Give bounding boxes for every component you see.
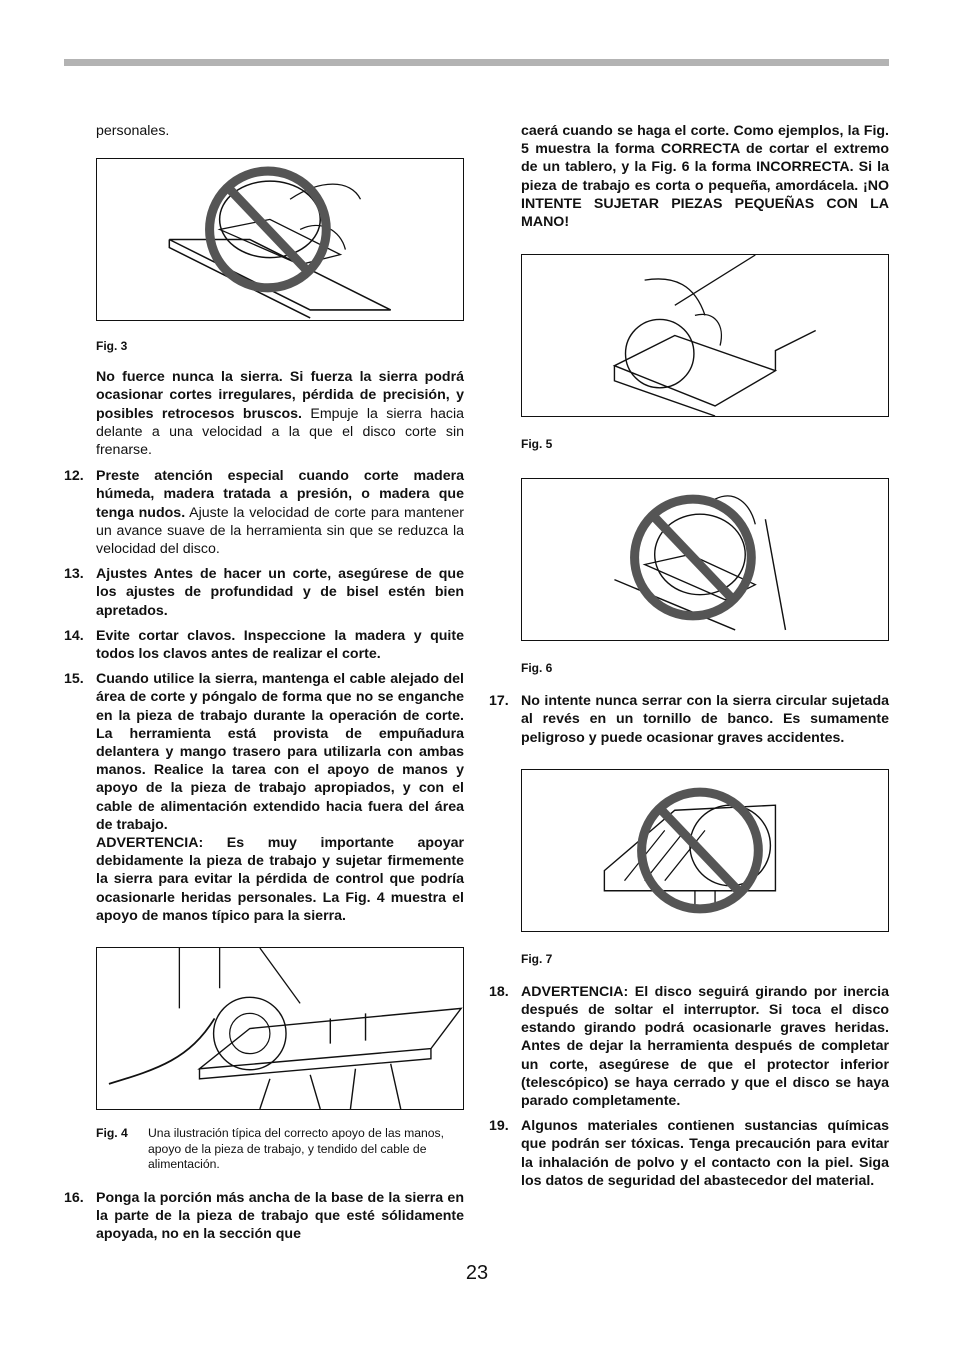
item-body: Algunos materiales contienen sustancias químicas que podrán ser tóxicas. Tenga precaución para evitar la inhalación de polvo y el contacto con la piel. Siga los datos de seguridad del abastecedor del material. [521, 1118, 889, 1189]
fig7-label: Fig. 7 [521, 951, 553, 966]
item-body: ADVERTENCIA: El disco seguirá girando por inercia después de soltar el interruptor. Si toca el disco estando girando podrá ocasionarle graves heridas. Antes de dejar la herramienta después de completar un corte, asegúrese de que el protector inferior (telescópico) se haya cerrado y que el disco se haya parado completamente. [521, 983, 889, 1110]
list-item-17 [489, 692, 889, 747]
item-body: Evite cortar clavos. Inspeccione la madera y quite todos los clavos antes de realizar el corte. [96, 627, 464, 663]
continued-text: personales. [96, 123, 170, 139]
force-paragraph [64, 368, 464, 459]
saw-incorrect-cut-illustration [522, 479, 888, 640]
force-rest: Empuje la sierra hacia delante a una velocidad a la que el disco corte sin frenarse. [96, 405, 464, 459]
item-number: 12. [64, 468, 84, 485]
figure-6 [521, 478, 889, 641]
fig5-label: Fig. 5 [521, 437, 553, 452]
item-number: 16. [64, 1189, 84, 1206]
saw-hand-support-illustration [97, 948, 463, 1109]
header-rule [64, 59, 889, 66]
fig6-label: Fig. 6 [521, 661, 553, 676]
item-rest: Ajuste la velocidad de corte para mantener un avance suave de la herramienta sin que se reduzca la velocidad del disco. [96, 504, 464, 558]
item-number: 19. [489, 1118, 509, 1135]
item-number: 15. [64, 671, 84, 688]
list-item-16 [64, 1189, 464, 1244]
item-number: 14. [64, 627, 84, 644]
figure-3 [96, 158, 464, 321]
list-item-15 [64, 670, 464, 925]
item-body: Ponga la porción más ancha de la base de la sierra en la parte de la pieza de trabajo que esté sólidamente apoyada, no en la sección que [96, 1189, 464, 1243]
saw-correct-cut-illustration [522, 255, 888, 416]
left-column [64, 122, 464, 1243]
fig4-label: Fig. 4 [96, 1126, 128, 1141]
fig4-caption [96, 1126, 464, 1173]
list-item-13 [64, 565, 464, 620]
figure-4 [96, 947, 464, 1110]
figure-5 [521, 254, 889, 417]
warning-text: ADVERTENCIA: Es muy importante apoyar debidamente la pieza de trabajo y sujetar firmemente la sierra para evitar la pérdida de control que podría ocasionarle heridas personales. La Fig. 4 muestra el apoyo de manos típico para la sierra. [96, 835, 464, 924]
item-number: 17. [489, 693, 509, 710]
fig4-caption-text: Una ilustración típica del correcto apoyo de las manos, apoyo de la pieza de trabajo, y tendido del cable de alimentación. [148, 1126, 445, 1172]
item-number: 13. [64, 566, 84, 583]
page-number: 23 [465, 1262, 489, 1284]
saw-upside-down-vise-illustration [522, 770, 888, 931]
continued-text: caerá cuando se haga el corte. Como ejemplos, la Fig. 5 muestra la forma CORRECTA de cortar el extremo de un tablero, y la Fig. 6 la forma INCORRECTA. Si la pieza de trabajo es corta o pequeña, amordácela. ¡NO INTENTE SUJETAR PIEZAS PEQUEÑAS CON LA MANO! [521, 123, 889, 231]
item-bold: Preste atención especial cuando corte madera húmeda, madera tratada a presión, o madera que tenga nudos. [96, 468, 464, 521]
item-body [96, 467, 464, 558]
item-text: Cuando utilice la sierra, mantenga el cable alejado del área de corte y póngalo de forma que no se enganche en la pieza de trabajo durante la operación de corte. La herramienta está provista de empuñadura delantera y mango trasero para utilizarla con ambas manos. Realice la tarea con el apoyo de manos y apoyo de la pieza de trabajo apropiados, y con el cable de alimentación extendido hacia fuera del área de trabajo. [96, 671, 464, 833]
list-item-19 [489, 1117, 889, 1190]
right-column [489, 122, 889, 1190]
item-number: 18. [489, 983, 509, 1000]
list-item-14 [64, 627, 464, 663]
item-body: No intente nunca serrar con la sierra circular sujetada al revés en un tornillo de banco. Es sumamente peligroso y puede ocasionar graves accidentes. [521, 693, 889, 746]
force-bold: No fuerce nunca la sierra. Si fuerza la sierra podrá ocasionar cortes irregulares, pérdida de precisión, y posibles retrocesos bruscos. [96, 369, 464, 422]
list-item-18 [489, 983, 889, 1110]
item-body: Ajustes Antes de hacer un corte, asegúrese de que los ajustes de profundidad y de bisel estén bien apretados. [96, 566, 464, 619]
item-body [96, 670, 464, 925]
list-item-12 [64, 467, 464, 558]
figure-7 [521, 769, 889, 932]
saw-prohibited-illustration [97, 159, 463, 320]
fig3-label: Fig. 3 [96, 339, 128, 354]
